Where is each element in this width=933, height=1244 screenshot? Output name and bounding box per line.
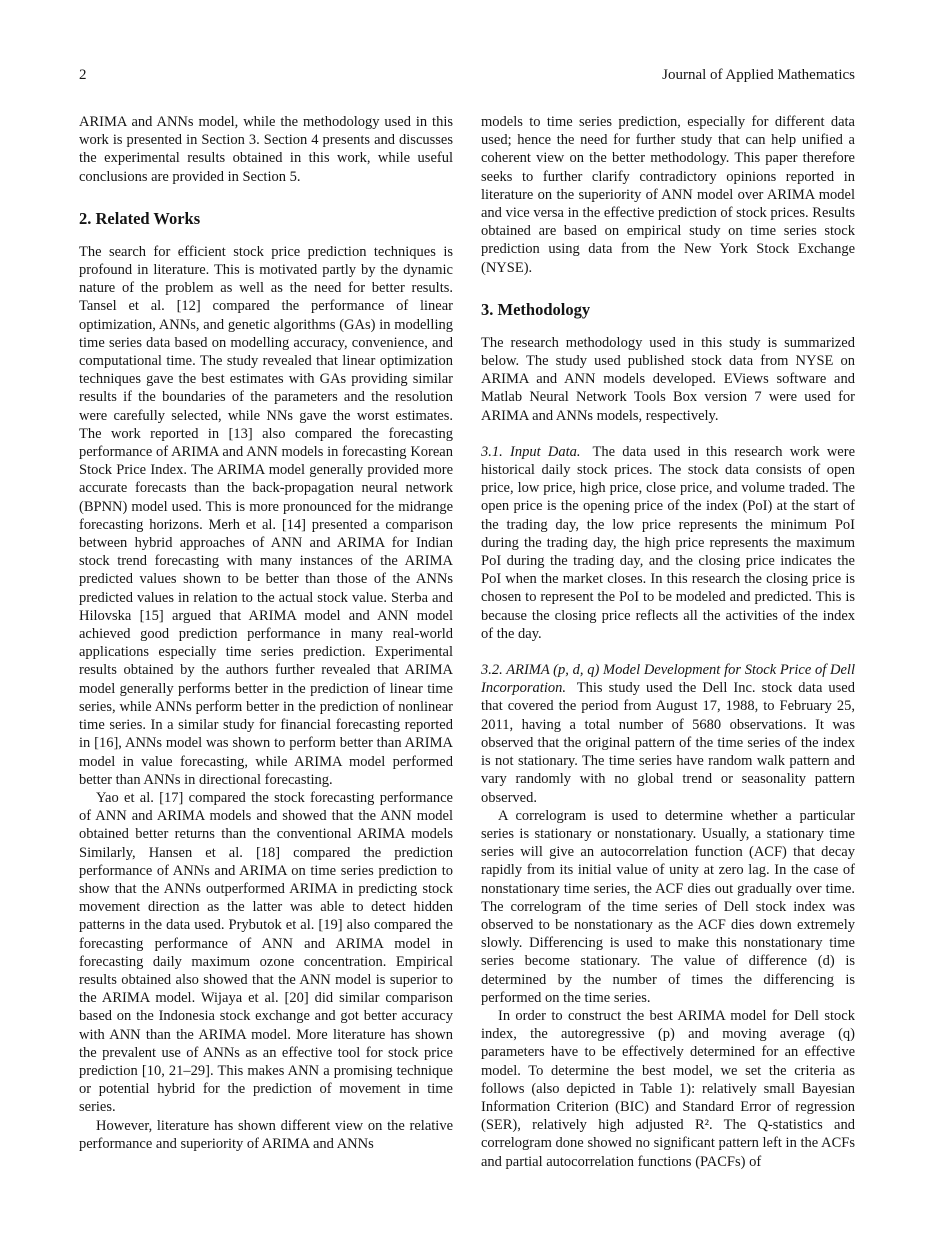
subsection-3-2-text: This study used the Dell Inc. stock data used that covered the period from August 17, 1988, to February 25, 2011, having a total number of 5680 observations. It was observed that the original pattern of the time series of the index is not stationary. The time series have random walk pattern and vary randomly with no global trend or seasonality pattern observed.	[481, 680, 855, 806]
related-works-paragraph-3: However, literature has shown different view on the relative performance and superiority of ARIMA and ANNs	[79, 1117, 453, 1152]
methodology-paragraph-2: A correlogram is used to determine whether a particular series is stationary or nonstationary. Usually, a stationary time series will give an autocorrelation function (ACF) that decay rapidly from its initial value of unity at zero lag. In the case of nonstationary time series, the ACF dies out gradually over time. The correlogram of the time series of Dell stock index was observed to be nonstationary as the ACF dies down extremely slowly. Differencing is used to make this nonstationary time series become stationary. The value of difference (d) is determined by the number of times the differencing is performed on the time series.	[481, 807, 855, 1006]
running-head	[79, 66, 855, 85]
subsection-3-1-label: 3.1. Input Data.	[481, 443, 581, 460]
continuation-paragraph: models to time series prediction, especially for different data used; hence the need for further study that can help unified a coherent view on the better methodology. This paper therefore seeks to further clarify contradictory opinions reported in literature on the superiority of ANN model over ARIMA model and vice versa in the effective prediction of stock prices. Results obtained are based on empirical study on time series stock prediction using data from the New York Stock Exchange (NYSE).	[481, 114, 855, 276]
methodology-paragraph-1: The research methodology used in this study is summarized below. The study used published stock data from NYSE on ARIMA and ANN models developed. EViews software and Matlab Neural Network Tools Box version 7 were used for ARIMA and ANNs models, respectively.	[481, 334, 855, 424]
related-works-paragraph-1: The search for efficient stock price prediction techniques is profound in literature. This is motivated partly by the dynamic nature of the problem as well as the need for better results. Tansel et al. [12] compared the performance of linear optimization, ANNs, and genetic algorithms (GAs) in modelling time series data based on modelling accuracy, convenience, and computational time. The study revealed that linear optimization techniques gave the best estimates with GAs providing similar results if the boundaries of the parameters and the resolution were carefully selected, while NNs gave the worst estimates. The work reported in [13] also compared the forecasting performance of ARIMA and ANN models in forecasting Korean Stock Price Index. The ARIMA model generally provided more accurate forecasts than the back-propagation neural network (BPNN) model used. This is more pronounced for the midrange forecasting horizons. Merh et al. [14] presented a comparison between hybrid approaches of ANN and ARIMA for Indian stock trend forecasting with many instances of the ARIMA predicted values shown to be better than those of the ANNs predicted values in relation to the actual stock value. Sterba and Hilovska [15] argued that ARIMA model and ANN model achieved good prediction performance in many real-world applications especially time series prediction. Experimental results obtained by the authors further revealed that ARIMA model generally performs better in the prediction of linear time series, while ANNs perform better in the prediction of nonlinear time series. In a similar study for financial forecasting reported in [16], ANNs model was shown to perform better than ARIMA model in value forecasting, while ARIMA model performed better than ANNs in directional forecasting.	[79, 243, 453, 788]
right-column	[481, 113, 855, 1171]
subsection-3-2-label: 3.2. ARIMA (p, d, q) Model Development for Stock Price of Dell Incorporation.	[481, 662, 855, 697]
journal-title: Journal of Applied Mathematics	[662, 67, 855, 83]
section-heading-methodology: 3. Methodology	[481, 299, 591, 319]
two-column-layout	[79, 113, 855, 1171]
page-number: 2	[79, 67, 87, 83]
continuation-paragraph: ARIMA and ANNs model, while the methodology used in this work is presented in Section 3. Section 4 presents and discusses the experimental results obtained in this work, while useful conclusions are provided in Section 5.	[79, 114, 453, 185]
subsection-3-2	[481, 661, 855, 807]
section-heading-related-works: 2. Related Works	[79, 208, 201, 228]
related-works-paragraph-2: Yao et al. [17] compared the stock forecasting performance of ANN and ARIMA models and showed that the ANN model obtained better returns than the conventional ARIMA models Similarly, Hansen et al. [18] compared the prediction performance of ANNs and ARIMA on time series prediction to show that the ANNs outperformed ARIMA in predicting stock movement direction as the latter was able to detect hidden patterns in the data used. Prybutok et al. [19] also compared the forecasting performance of ANN and ARIMA model in forecasting daily maximum ozone concentration. Empirical results obtained also showed that the ANN model is superior to the ARIMA model. Wijaya et al. [20] did similar comparison based on the Indonesia stock exchange and got better accuracy with ANN than the ARIMA model. More literature has shown the prevalent use of ANNs as an effective tool for stock price prediction [10, 21–29]. This makes ANN a promising technique or potential hybrid for the prediction of movement in time series.	[79, 789, 453, 1116]
methodology-paragraph-3: In order to construct the best ARIMA model for Dell stock index, the autoregressive (p) and moving average (q) parameters have to be effectively determined for an effective model. To determine the best model, we set the criteria as follows (also depicted in Table 1): relatively small Bayesian Information Criterion (BIC) and Standard Error of regression (SER), relatively high adjusted R². The Q-statistics and correlogram done showed no significant pattern left in the ACFs and partial autocorrelation functions (PACFs) of	[481, 1007, 855, 1170]
subsection-3-1	[481, 443, 855, 643]
left-column	[79, 113, 453, 1171]
subsection-3-1-text: The data used in this research work were historical daily stock prices. The stock data consists of open price, low price, high price, close price, and volume traded. The open price is the opening price of the index (PoI) at the start of the trading day, the low price represents the minimum PoI during the trading day, the high price represents the maximum PoI during the trading day, and the closing price indicates the PoI when the market closes. In this research the closing price is chosen to represent the PoI to be modeled and predicted. This is because the closing price reflects all the activities of the index of the day.	[481, 443, 855, 642]
